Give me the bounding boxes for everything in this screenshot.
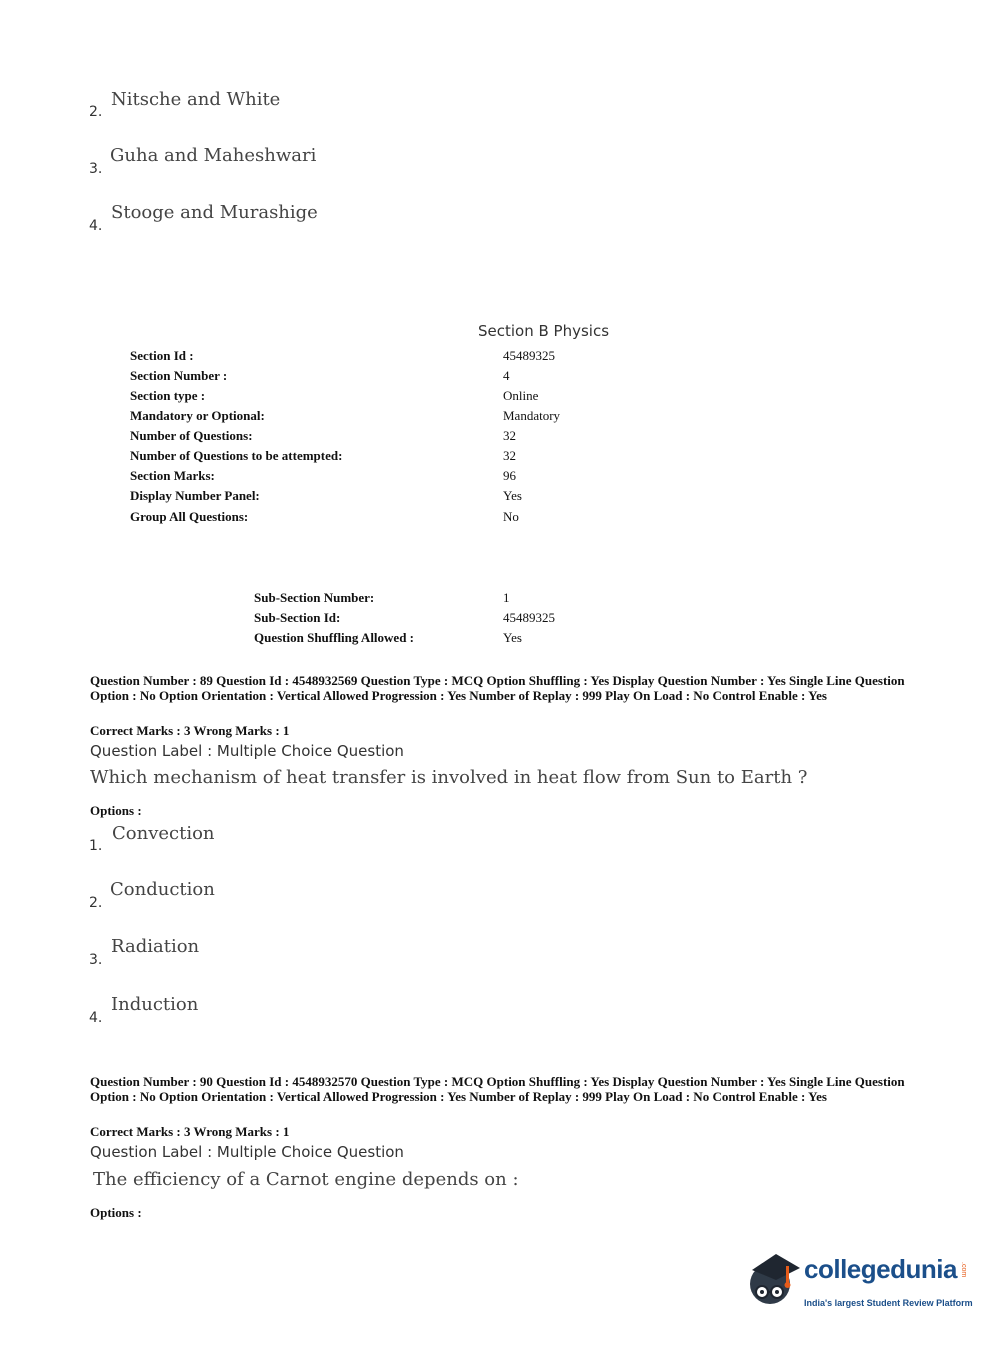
option-number: 4. [89, 218, 103, 234]
option-text: Guha and Maheshwari [110, 145, 317, 166]
option-number: 3. [89, 952, 103, 968]
group-questions-value: No [503, 509, 519, 524]
question-marks: Correct Marks : 3 Wrong Marks : 1 [90, 723, 290, 738]
logo-suffix: .com [960, 1262, 967, 1278]
option-number: 4. [89, 1010, 103, 1026]
logo-wordmark: collegedunia [804, 1254, 957, 1284]
option-number: 3. [89, 161, 103, 177]
num-attempt-label: Number of Questions to be attempted: [130, 448, 343, 463]
section-number-value: 4 [503, 368, 510, 383]
num-questions-label: Number of Questions: [130, 428, 253, 443]
section-marks-label: Section Marks: [130, 468, 215, 483]
section-type-value: Online [503, 388, 539, 403]
option-text: Induction [111, 994, 199, 1015]
question-label: Question Label : Multiple Choice Question [90, 1143, 404, 1161]
option-number: 2. [89, 104, 103, 120]
option-text: Convection [112, 823, 215, 844]
option-text: Stooge and Murashige [111, 202, 318, 223]
subsection-id-value: 45489325 [503, 610, 555, 625]
logo-tagline: India's largest Student Review Platform [804, 1298, 973, 1308]
display-panel-label: Display Number Panel: [130, 488, 260, 503]
section-type-label: Section type : [130, 388, 206, 403]
option-number: 2. [89, 895, 103, 911]
num-attempt-value: 32 [503, 448, 516, 463]
mandatory-value: Mandatory [503, 408, 561, 423]
display-panel-value: Yes [503, 488, 522, 503]
option-text: Nitsche and White [111, 89, 281, 110]
subsection-id-label: Sub-Section Id: [254, 610, 341, 625]
options-heading: Options : [90, 803, 142, 818]
brand-logo[interactable] [742, 1248, 972, 1318]
option-text: Conduction [110, 879, 215, 900]
question-label: Question Label : Multiple Choice Question [90, 742, 404, 760]
section-title: Section B Physics [478, 322, 610, 340]
question-meta: Question Number : 89 Question Id : 4548932569 Question Type : MCQ Option Shuffling : Yes Display Question Number : Yes Single Line Question Option : No Option Orientation : Vertical Allowed Progression : Yes Number of Replay : 999 Play On Load : No Control Enable : Yes [90, 673, 905, 703]
question-marks: Correct Marks : 3 Wrong Marks : 1 [90, 1124, 290, 1139]
question-text: Which mechanism of heat transfer is involved in heat flow from Sun to Earth ? [90, 767, 808, 788]
option-text: Radiation [111, 936, 200, 957]
shuffling-value: Yes [503, 630, 522, 645]
subsection-number-value: 1 [503, 590, 510, 605]
option-number: 1. [89, 838, 103, 854]
question-meta: Question Number : 90 Question Id : 4548932570 Question Type : MCQ Option Shuffling : Yes Display Question Number : Yes Single Line Question Option : No Option Orientation : Vertical Allowed Progression : Yes Number of Replay : 999 Play On Load : No Control Enable : Yes [90, 1074, 905, 1104]
shuffling-label: Question Shuffling Allowed : [254, 630, 415, 645]
subsection-number-label: Sub-Section Number: [254, 590, 375, 605]
group-questions-label: Group All Questions: [130, 509, 249, 524]
mandatory-label: Mandatory or Optional: [130, 408, 265, 423]
section-marks-value: 96 [503, 468, 516, 483]
section-id-label: Section Id : [130, 348, 194, 363]
num-questions-value: 32 [503, 428, 516, 443]
section-id-value: 45489325 [503, 348, 555, 363]
question-text: The efficiency of a Carnot engine depends on : [93, 1169, 519, 1190]
section-number-label: Section Number : [130, 368, 228, 383]
options-heading: Options : [90, 1205, 142, 1220]
mascot-icon [742, 1248, 802, 1312]
